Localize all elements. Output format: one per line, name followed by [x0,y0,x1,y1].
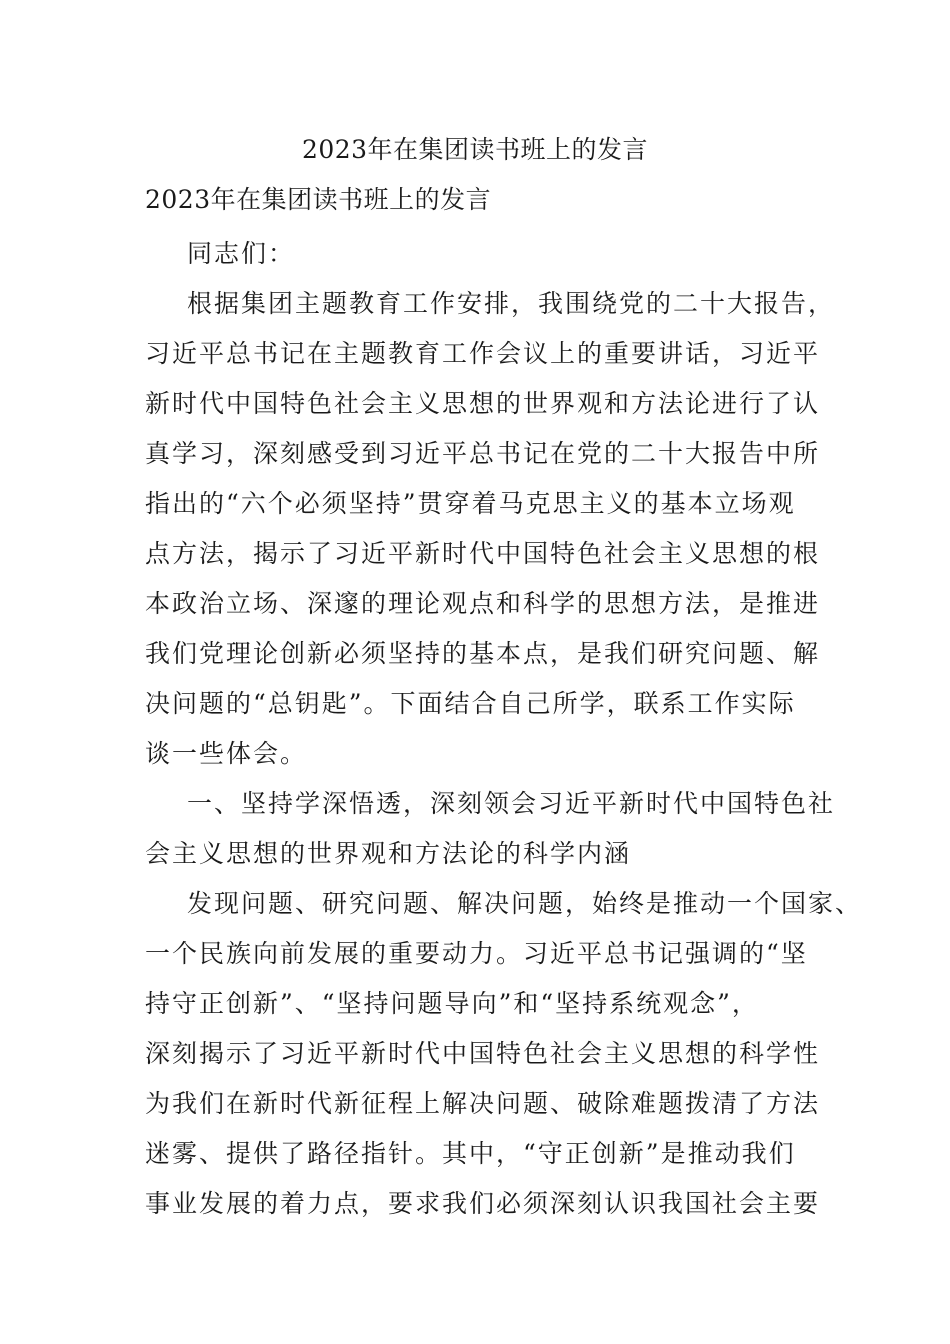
section-heading-line: 一、坚持学深悟透，深刻领会习近平新时代中国特色社 [187,789,836,818]
paragraph-line: 真学习，深刻感受到习近平总书记在党的二十大报告中所 [145,439,821,468]
paragraph-line: 发现问题、研究问题、解决问题，始终是推动一个国家、 [187,889,863,918]
paragraph-line: 根据集团主题教育工作安排，我围绕党的二十大报告， [187,289,836,318]
paragraph-line: 点方法，揭示了习近平新时代中国特色社会主义思想的根 [145,539,821,568]
paragraph-line: 为我们在新时代新征程上解决问题、破除难题拨清了方法 [145,1089,821,1118]
paragraph-line: 指出的“六个必须坚持”贯穿着马克思主义的基本立场观 [145,489,796,518]
paragraph-line: 我们党理论创新必须坚持的基本点，是我们研究问题、解 [145,639,821,668]
document-subtitle: 2023年在集团读书班上的发言 [145,185,492,214]
paragraph-line: 一个民族向前发展的重要动力。习近平总书记强调的“坚 [145,939,808,968]
paragraph-line: 新时代中国特色社会主义思想的世界观和方法论进行了认 [145,389,821,418]
paragraph-line: 本政治立场、深邃的理论观点和科学的思想方法，是推进 [145,589,821,618]
document-title: 2023年在集团读书班上的发言 [301,135,649,164]
salutation: 同志们： [187,239,296,268]
paragraph-line: 决问题的“总钥匙”。下面结合自己所学，联系工作实际 [145,689,796,718]
paragraph-line: 持守正创新”、“坚持问题导向”和“坚持系统观念”， [145,989,759,1018]
section-heading-line: 会主义思想的世界观和方法论的科学内涵 [145,839,632,868]
paragraph-line: 谈一些体会。 [145,739,308,768]
paragraph-line: 深刻揭示了习近平新时代中国特色社会主义思想的科学性 [145,1039,821,1068]
paragraph-line: 事业发展的着力点，要求我们必须深刻认识我国社会主要 [145,1189,821,1218]
document-body [145,229,863,1229]
paragraph-line: 迷雾、提供了路径指针。其中，“守正创新”是推动我们 [145,1139,796,1168]
paragraph-line: 习近平总书记在主题教育工作会议上的重要讲话，习近平 [145,339,821,368]
